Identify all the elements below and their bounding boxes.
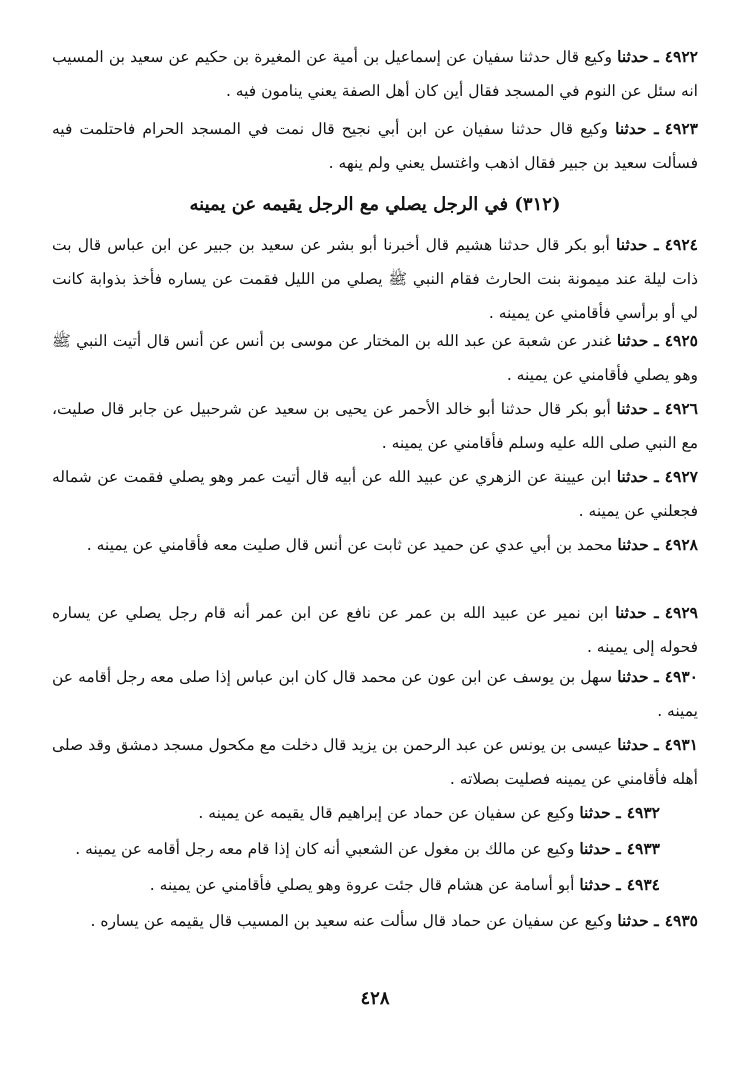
hadith-lead: ـ حدثنا [617, 47, 659, 66]
chapter-heading: (٣١٢) في الرجل يصلي مع الرجل يقيمه عن يمينه [189, 194, 561, 215]
hadith-number: ٤٩٣٣ [626, 839, 660, 858]
hadith-number: ٤٩٣٤ [626, 875, 660, 894]
hadith-lead: ـ حدثنا [617, 535, 659, 554]
hadith-lead: ـ حدثنا [579, 839, 621, 858]
hadith-4923 [52, 112, 698, 180]
hadith-lead: ـ حدثنا [616, 467, 659, 486]
hadith-number: ٤٩٢٦ [664, 399, 698, 418]
hadith-number: ٤٩٢٣ [664, 119, 698, 138]
hadith-lead: ـ حدثنا [616, 331, 659, 350]
hadith-number: ٤٩٢٥ [664, 331, 698, 350]
hadith-4934 [52, 868, 660, 902]
hadith-number: ٤٩٢٩ [664, 603, 698, 622]
hadith-text: أبو أسامة عن هشام قال جئت عروة وهو يصلي فأقامني عن يمينه . [149, 876, 575, 894]
hadith-lead: ـ حدثنا [579, 803, 621, 822]
page-number: ٤٢٨ [360, 988, 390, 1009]
hadith-text: ابن عيينة عن الزهري عن عبيد الله عن أبيه قال أتيت عمر وهو يصلي فقمت عن شماله فجعلني عن يمينه . [52, 468, 698, 520]
hadith-4930 [52, 660, 698, 728]
hadith-text: وكيع عن سفيان عن حماد قال سألت عنه سعيد بن المسيب قال يقيمه عن يساره . [90, 912, 613, 930]
hadith-text: وكيع قال حدثنا سفيان عن إسماعيل بن أمية عن المغيرة بن حكيم عن سعيد بن المسيب انه سئل عن النوم في المسجد فقال أين كان أهل الصفة يعني ينامون فيه . [52, 48, 698, 100]
hadith-4931 [52, 728, 698, 796]
hadith-number: ٤٩٢٢ [664, 47, 699, 66]
hadith-4933 [52, 832, 660, 866]
hadith-text: أبو بكر قال حدثنا أبو خالد الأحمر عن يحيى بن سعيد عن شرحبيل عن جابر قال صليت، مع النبي صلى الله عليه وسلم فأقامني عن يمينه . [52, 400, 698, 452]
hadith-4932 [52, 796, 660, 830]
hadith-number: ٤٩٣٢ [626, 803, 660, 822]
hadith-text: وكيع عن سفيان عن حماد عن إبراهيم قال يقيمه عن يمينه . [198, 804, 575, 822]
hadith-text: محمد بن أبي عدي عن حميد عن ثابت عن أنس قال صليت معه فأقامني عن يمينه . [86, 536, 613, 554]
hadith-lead: ـ حدثنا [616, 235, 659, 254]
hadith-lead: ـ حدثنا [616, 399, 659, 418]
hadith-text: سهل بن يوسف عن ابن عون عن محمد قال كان ابن عباس إذا صلى معه رجل أقامه عن يمينه . [52, 668, 698, 720]
hadith-lead: ـ حدثنا [579, 875, 621, 894]
hadith-4928 [52, 528, 698, 562]
hadith-lead: ـ حدثنا [615, 119, 659, 138]
hadith-text: وكيع عن مالك بن مغول عن الشعبي أنه كان إذا قام معه رجل أقامه عن يمينه . [75, 840, 575, 858]
hadith-lead: ـ حدثنا [617, 667, 659, 686]
hadith-number: ٤٩٢٤ [664, 235, 698, 254]
hadith-lead: ـ حدثنا [617, 911, 659, 930]
hadith-4922 [52, 40, 698, 108]
hadith-number: ٤٩٣٥ [664, 911, 698, 930]
hadith-lead: ـ حدثنا [617, 735, 659, 754]
hadith-4925 [52, 324, 698, 392]
hadith-4929 [52, 596, 698, 664]
hadith-lead: ـ حدثنا [615, 603, 659, 622]
hadith-text: ابن نمير عن عبيد الله بن عمر عن نافع عن ابن عمر أنه قام رجل يصلي عن يساره فحوله إلى يمينه . [52, 604, 698, 656]
hadith-text: عيسى بن يونس عن عبد الرحمن بن يزيد قال دخلت مع مكحول مسجد دمشق وقد صلى أهله فأقامني عن يمينه فصليت بصلاته . [52, 736, 698, 788]
hadith-number: ٤٩٢٨ [664, 535, 698, 554]
hadith-text: غندر عن شعبة عن عبد الله بن المختار عن موسى بن أنس عن أنس قال أتيت النبي ﷺ وهو يصلي فأقامني عن يمينه . [52, 332, 698, 384]
hadith-4927 [52, 460, 698, 528]
hadith-text: أبو بكر قال حدثنا هشيم قال أخبرنا أبو بشر عن سعيد بن جبير عن ابن عباس قال بت ذات ليلة عند ميمونة بنت الحارث فقام النبي ﷺ يصلي من الليل فقمت عن يساره فأخذ بذوابة كانت لي أو برأسي فأقامني عن يمينه . [52, 236, 698, 322]
hadith-4926 [52, 392, 698, 460]
hadith-text: وكيع قال حدثنا سفيان عن ابن أبي نجيح قال نمت في المسجد الحرام فاحتلمت فيه فسألت سعيد بن جبير فقال اذهب واغتسل يعني ولم ينهه . [52, 120, 698, 172]
hadith-number: ٤٩٣١ [664, 735, 698, 754]
hadith-4924 [52, 228, 698, 330]
hadith-4935 [52, 904, 698, 938]
hadith-number: ٤٩٢٧ [664, 467, 698, 486]
hadith-number: ٤٩٣٠ [664, 667, 698, 686]
